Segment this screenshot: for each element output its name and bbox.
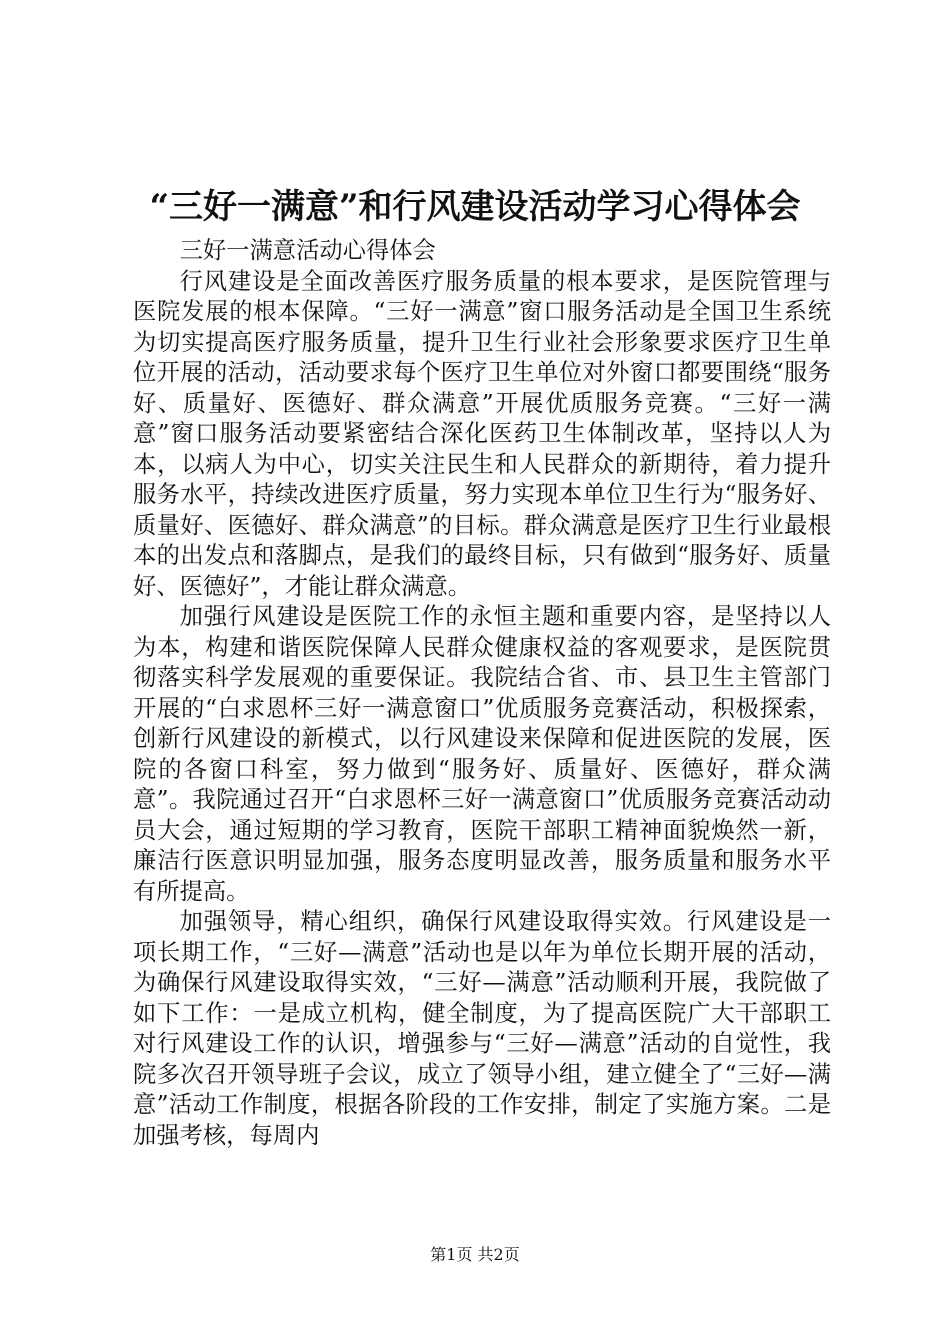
page-number-footer: 第1页 共2页 (430, 1245, 520, 1264)
body-paragraph: 加强领导，精心组织，确保行风建设取得实效。行风建设是一项长期工作，“三好—满意”活动也是以年为单位长期开展的活动，为确保行风建设取得实效，“三好—满意”活动顺利开展，我院做了如下工作：一是成立机构，健全制度，为了提高医院广大干部职工对行风建设工作的认识，增强参与“三好—满意”活动的自觉性，我院多次召开领导班子会议，成立了领导小组，建立健全了“三好—满意”活动工作制度，根据各阶段的工作安排，制定了实施方案。二是加强考核，每周内 (133, 908, 831, 1149)
subtitle-paragraph: 三好一满意活动心得体会 (179, 237, 436, 264)
body-paragraph: 行风建设是全面改善医疗服务质量的根本要求，是医院管理与医院发展的根本保障。“三好一满意”窗口服务活动是全国卫生系统为切实提高医疗服务质量，提升卫生行业社会形象要求医疗卫生单位开展的活动，活动要求每个医疗卫生单位对外窗口都要围绕“服务好、质量好、医德好、群众满意”开展优质服务竞赛。“三好一满意”窗口服务活动要紧密结合深化医药卫生体制改革，坚持以人为本，以病人为中心，切实关注民生和人民群众的新期待，着力提升服务水平，持续改进医疗质量，努力实现本单位卫生行为“服务好、质量好、医德好、群众满意”的目标。群众满意是医疗卫生行业最根本的出发点和落脚点，是我们的最终目标，只有做到“服务好、质量好、医德好”，才能让群众满意。 (133, 267, 831, 600)
body-paragraph: 加强行风建设是医院工作的永恒主题和重要内容，是坚持以人为本，构建和谐医院保障人民群众健康权益的客观要求，是医院贯彻落实科学发展观的重要保证。我院结合省、市、县卫生主管部门开展的“白求恩杯三好一满意窗口”优质服务竞赛活动，积极探索，创新行风建设的新模式，以行风建设来保障和促进医院的发展，医院的各窗口科室，努力做到“服务好、质量好、医德好，群众满意”。我院通过召开“白求恩杯三好一满意窗口”优质服务竞赛活动动员大会，通过短期的学习教育，医院干部职工精神面貌焕然一新，廉洁行医意识明显加强，服务态度明显改善，服务质量和服务水平有所提高。 (133, 603, 831, 905)
document-title: “三好一满意”和行风建设活动学习心得体会 (149, 187, 801, 227)
document-body (133, 236, 831, 1151)
